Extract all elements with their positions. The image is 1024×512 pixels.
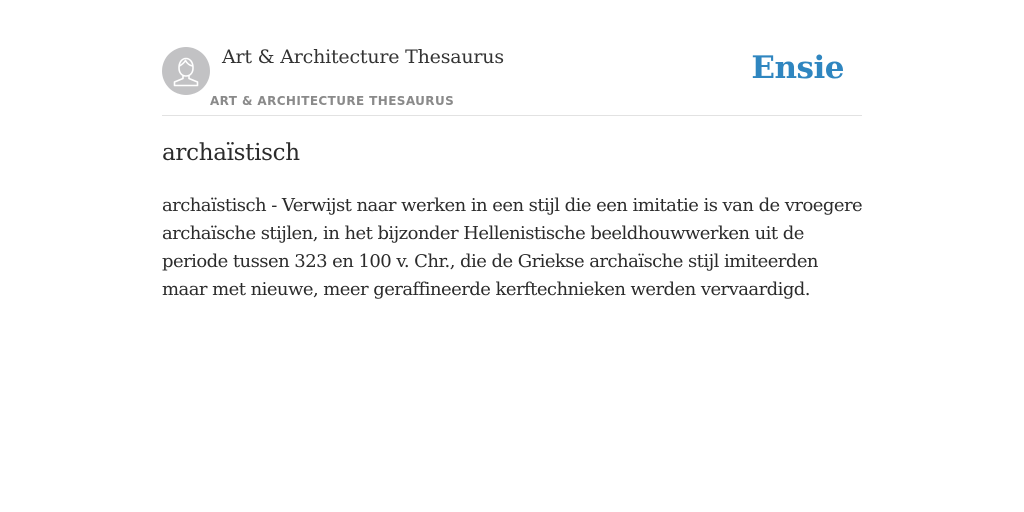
user-placeholder-icon xyxy=(162,47,210,95)
source-subtitle[interactable]: ART & ARCHITECTURE THESAURUS xyxy=(210,94,455,108)
source-header xyxy=(162,44,862,116)
entry-definition: archaïstisch - Verwijst naar werken in een stijl die een imitatie is van de vroegere archaïsche stijlen, in het bijzonder Hellenistische beeldhouwwerken uit de periode tussen 323 en 100 v. Chr., die de Griekse archaïsche stijl imiteerden maar met nieuwe, meer geraffineerde kerftechnieken werden vervaardigd. xyxy=(162,195,863,300)
source-avatar[interactable] xyxy=(162,47,210,95)
entry-term: archaïstisch xyxy=(162,140,300,166)
source-title[interactable]: Art & Architecture Thesaurus xyxy=(222,46,504,68)
brand-logo[interactable]: Ensie xyxy=(751,50,844,86)
